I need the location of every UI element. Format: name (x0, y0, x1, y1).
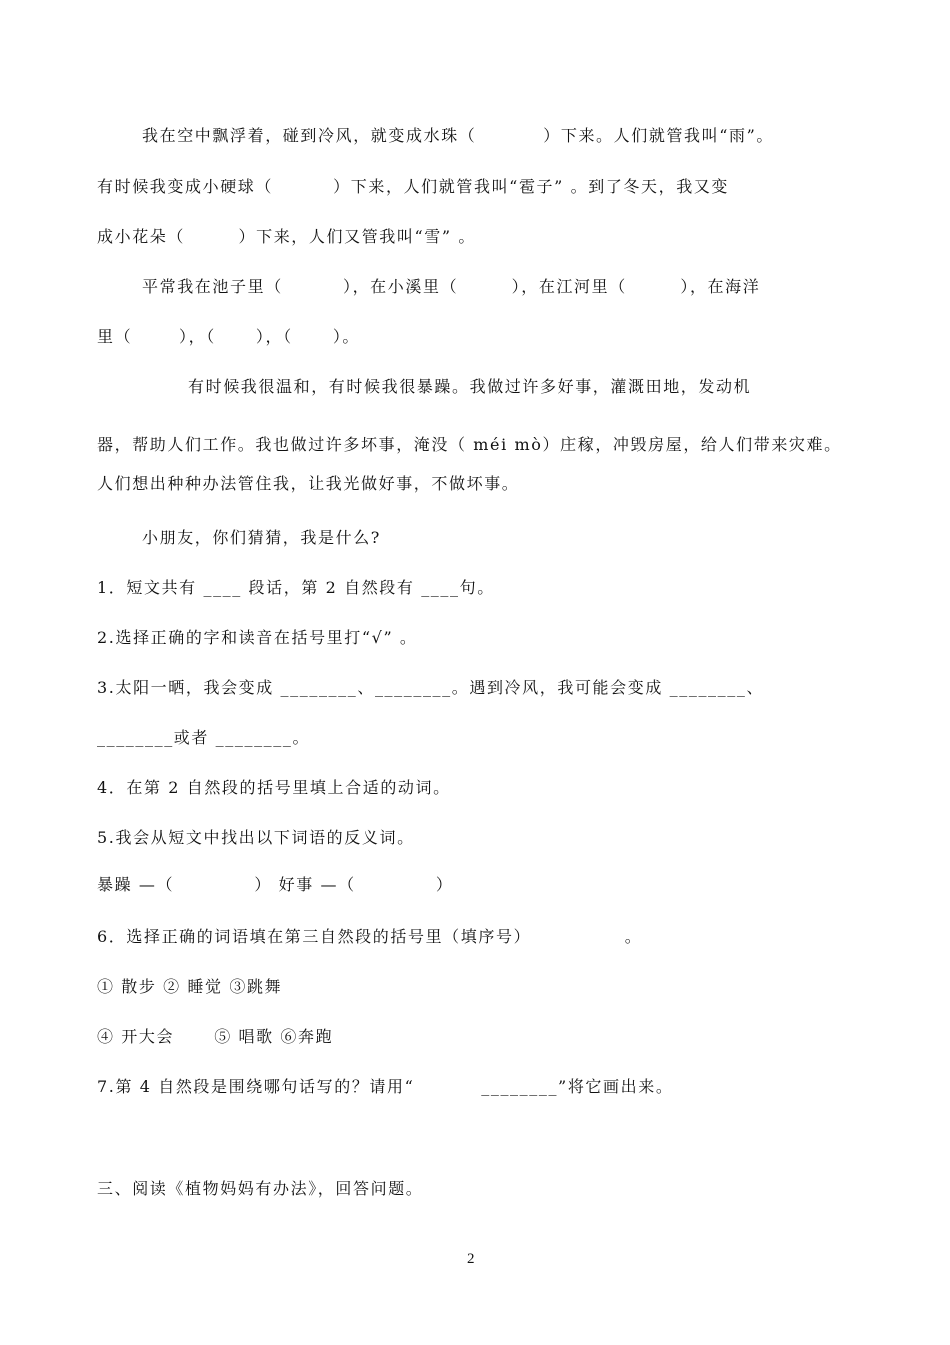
passage-para3-line3: 人们想出种种办法管住我，让我光做好事，不做坏事。 (97, 474, 520, 493)
question-7: 7.第 4 自然段是围绕哪句话写的？请用“ ________”将它画出来。 (97, 1077, 674, 1096)
question-3-line1: 3.太阳一晒，我会变成 ________、________。遇到冷风，我可能会变成 ________、 (97, 678, 765, 697)
passage-para1-line1: 我在空中飘浮着，碰到冷风，就变成水珠（ ）下来。人们就管我叫“雨”。 (142, 126, 775, 145)
question-5: 5.我会从短文中找出以下词语的反义词。 (97, 828, 415, 847)
question-2: 2.选择正确的字和读音在括号里打“√” 。 (97, 628, 418, 647)
question-6: 6．选择正确的词语填在第三自然段的括号里（填序号） 。 (97, 927, 643, 946)
passage-para3-line1: 有时候我很温和，有时候我很暴躁。我做过许多好事，灌溉田地，发动机 (188, 377, 752, 396)
passage-para3-line2: 器，帮助人们工作。我也做过许多坏事，淹没（ méi mò）庄稼，冲毁房屋，给人们带来灾难。 (97, 435, 842, 454)
passage-para2-line2: 里（ ），（ ），（ ）。 (97, 327, 361, 346)
question-5-antonyms: 暴躁 —（ ） 好事 —（ ） (97, 875, 454, 894)
question-3-line2: ________或者 ________。 (97, 728, 311, 747)
passage-para1-line3: 成小花朵（ ）下来，人们又管我叫“雪” 。 (97, 227, 476, 246)
passage-para2-line1: 平常我在池子里（ ），在小溪里（ ），在江河里（ ），在海洋 (142, 277, 761, 296)
question-6-options-row2: ④ 开大会 ⑤ 唱歌 ⑥奔跑 (97, 1027, 334, 1046)
question-4: 4．在第 2 自然段的括号里填上合适的动词。 (97, 778, 451, 797)
section-3-heading: 三、阅读《植物妈妈有办法》，回答问题。 (97, 1179, 424, 1198)
question-6-options-row1: ① 散步 ② 睡觉 ③跳舞 (97, 977, 283, 996)
passage-para1-line2: 有时候我变成小硬球（ ）下来，人们就管我叫“雹子” 。到了冬天，我又变 (97, 177, 730, 196)
question-1: 1．短文共有 ____ 段话，第 2 自然段有 ____句。 (97, 578, 495, 597)
page-number: 2 (467, 1251, 475, 1267)
passage-para4: 小朋友，你们猜猜，我是什么? (142, 528, 381, 547)
